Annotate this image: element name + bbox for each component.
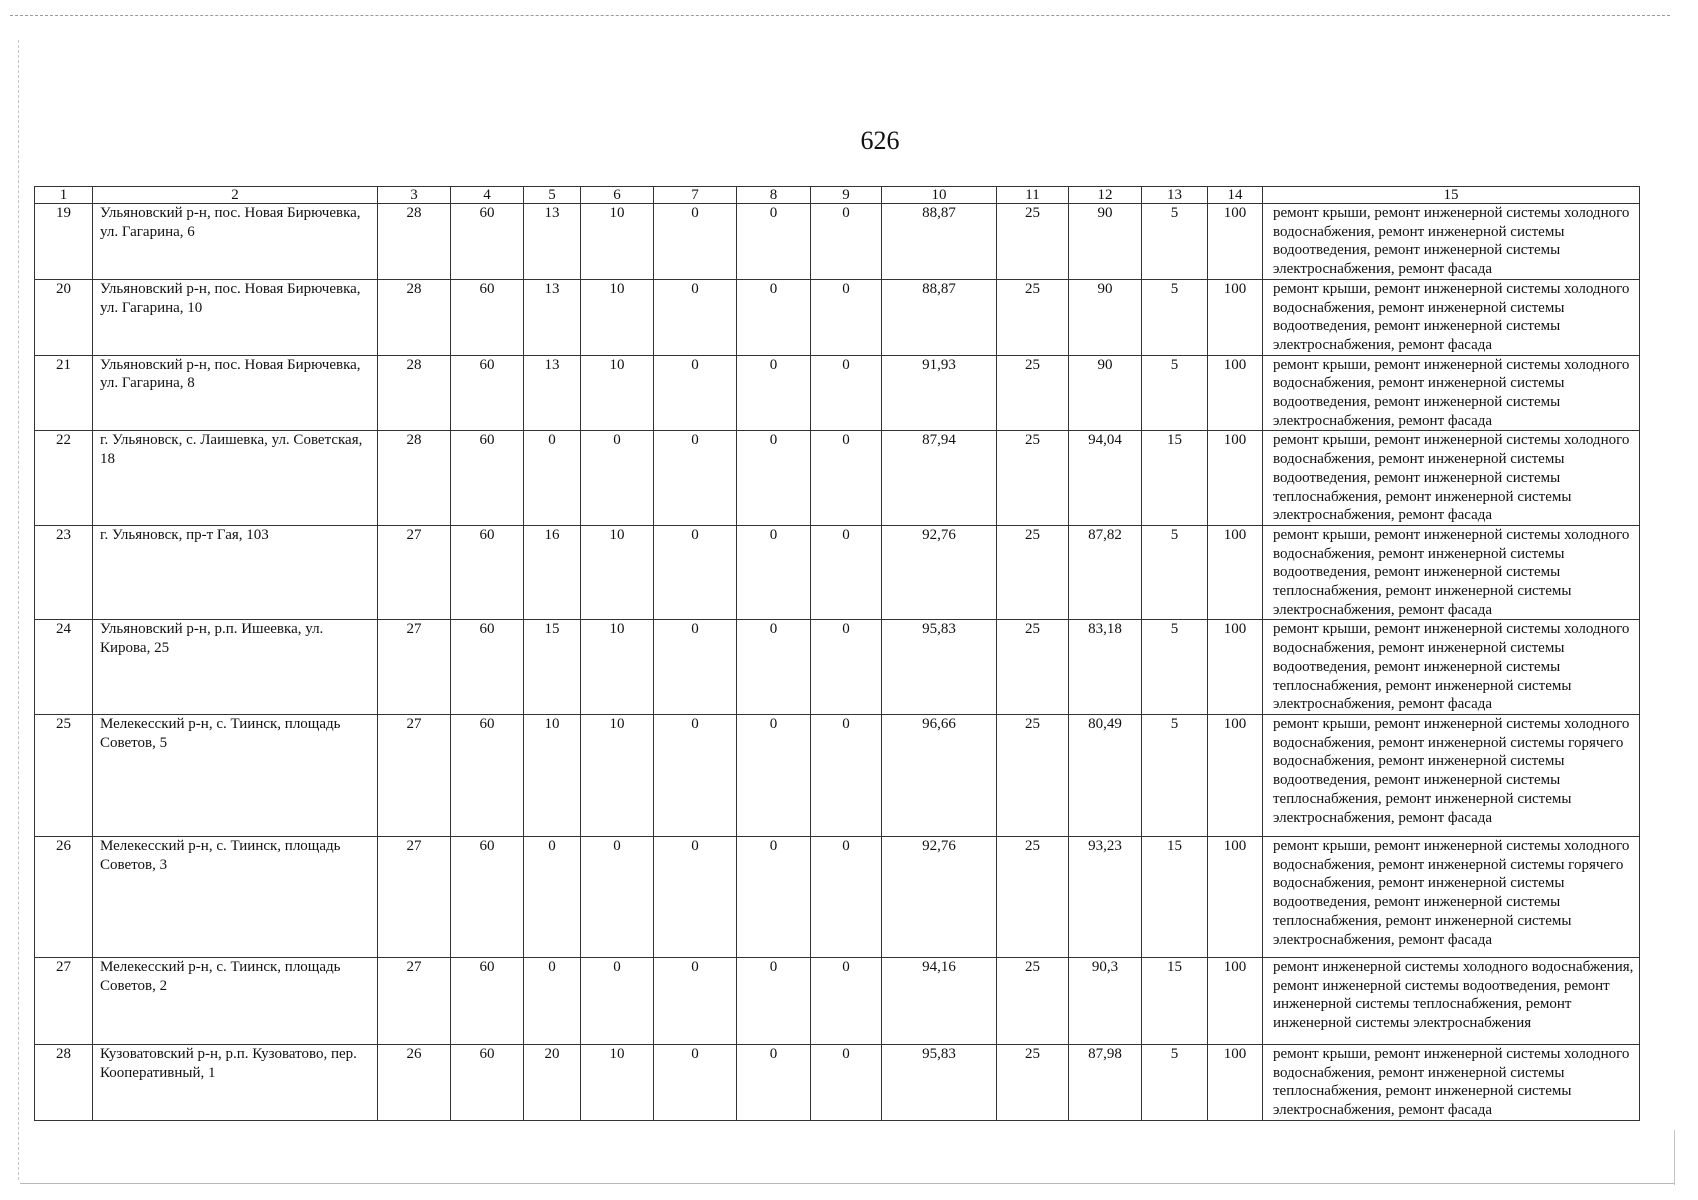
value-cell-col-13: 5 [1142,714,1208,836]
value-cell-col-12: 90,3 [1069,957,1142,1044]
value-cell-col-8: 0 [737,525,811,620]
value-cell-col-13: 15 [1142,957,1208,1044]
value-cell-col-5: 13 [524,204,581,280]
value-cell-col-11: 25 [997,620,1069,715]
value-cell-col-9: 0 [811,957,882,1044]
value-cell-col-7: 0 [654,836,737,957]
value-cell-col-10: 96,66 [882,714,997,836]
value-cell-col-6: 10 [581,355,654,431]
value-cell-col-8: 0 [737,279,811,355]
table-row [35,431,1640,526]
left-border-line [18,40,19,1180]
row-number-cell: 22 [35,431,93,526]
column-header-14: 14 [1208,187,1263,204]
works-list-cell: ремонт крыши, ремонт инженерной системы холодного водоснабжения, ремонт инженерной системы водоотведения, ремонт инженерной системы электроснабжения, ремонт фасада [1263,279,1640,355]
value-cell-col-8: 0 [737,957,811,1044]
value-cell-col-11: 25 [997,355,1069,431]
table-row [35,279,1640,355]
value-cell-col-13: 5 [1142,279,1208,355]
value-cell-col-13: 5 [1142,355,1208,431]
column-header-1: 1 [35,187,93,204]
works-list-cell: ремонт крыши, ремонт инженерной системы холодного водоснабжения, ремонт инженерной системы теплоснабжения, ремонт инженерной системы электроснабжения, ремонт фасада [1263,1044,1640,1120]
address-cell: Ульяновский р-н, р.п. Ишеевка, ул. Кирова, 25 [93,620,378,715]
value-cell-col-9: 0 [811,279,882,355]
column-header-5: 5 [524,187,581,204]
value-cell-col-6: 10 [581,279,654,355]
page-number: 626 [860,126,900,155]
value-cell-col-6: 10 [581,525,654,620]
value-cell-col-12: 87,98 [1069,1044,1142,1120]
row-number-cell: 20 [35,279,93,355]
works-list-cell: ремонт инженерной системы холодного водоснабжения, ремонт инженерной системы водоотведения, ремонт инженерной системы теплоснабжения, ремонт инженерной системы электроснабжения [1263,957,1640,1044]
column-header-4: 4 [451,187,524,204]
value-cell-col-3: 28 [378,279,451,355]
value-cell-col-11: 25 [997,714,1069,836]
value-cell-col-4: 60 [451,431,524,526]
value-cell-col-14: 100 [1208,957,1263,1044]
value-cell-col-3: 27 [378,957,451,1044]
column-header-9: 9 [811,187,882,204]
table-row [35,204,1640,280]
value-cell-col-10: 95,83 [882,1044,997,1120]
value-cell-col-14: 100 [1208,279,1263,355]
bottom-border-line [20,1183,1674,1184]
address-cell: Мелекесский р-н, с. Тиинск, площадь Советов, 3 [93,836,378,957]
address-cell: г. Ульяновск, с. Лаишевка, ул. Советская, 18 [93,431,378,526]
value-cell-col-12: 90 [1069,204,1142,280]
value-cell-col-12: 80,49 [1069,714,1142,836]
value-cell-col-14: 100 [1208,204,1263,280]
row-number-cell: 28 [35,1044,93,1120]
value-cell-col-6: 10 [581,1044,654,1120]
value-cell-col-4: 60 [451,204,524,280]
address-cell: Кузоватовский р-н, р.п. Кузоватово, пер. Кооперативный, 1 [93,1044,378,1120]
value-cell-col-7: 0 [654,279,737,355]
works-list-cell: ремонт крыши, ремонт инженерной системы холодного водоснабжения, ремонт инженерной системы водоотведения, ремонт инженерной системы теплоснабжения, ремонт инженерной системы электроснабжения, ремонт фасада [1263,431,1640,526]
value-cell-col-13: 15 [1142,431,1208,526]
value-cell-col-3: 28 [378,204,451,280]
value-cell-col-7: 0 [654,355,737,431]
value-cell-col-7: 0 [654,620,737,715]
column-header-8: 8 [737,187,811,204]
value-cell-col-10: 87,94 [882,431,997,526]
value-cell-col-4: 60 [451,714,524,836]
value-cell-col-12: 83,18 [1069,620,1142,715]
value-cell-col-14: 100 [1208,1044,1263,1120]
value-cell-col-10: 88,87 [882,279,997,355]
value-cell-col-11: 25 [997,836,1069,957]
value-cell-col-4: 60 [451,620,524,715]
column-header-3: 3 [378,187,451,204]
value-cell-col-3: 27 [378,836,451,957]
value-cell-col-12: 87,82 [1069,525,1142,620]
value-cell-col-9: 0 [811,525,882,620]
value-cell-col-11: 25 [997,431,1069,526]
top-border-line [10,15,1670,16]
value-cell-col-6: 0 [581,836,654,957]
value-cell-col-11: 25 [997,957,1069,1044]
works-table [34,186,1640,1121]
works-list-cell: ремонт крыши, ремонт инженерной системы холодного водоснабжения, ремонт инженерной системы водоотведения, ремонт инженерной системы теплоснабжения, ремонт инженерной системы электроснабжения, ремонт фасада [1263,620,1640,715]
row-number-cell: 26 [35,836,93,957]
row-number-cell: 23 [35,525,93,620]
value-cell-col-12: 94,04 [1069,431,1142,526]
value-cell-col-12: 93,23 [1069,836,1142,957]
column-header-2: 2 [93,187,378,204]
works-list-cell: ремонт крыши, ремонт инженерной системы холодного водоснабжения, ремонт инженерной системы водоотведения, ремонт инженерной системы теплоснабжения, ремонт инженерной системы электроснабжения, ремонт фасада [1263,525,1640,620]
value-cell-col-4: 60 [451,355,524,431]
table-row [35,525,1640,620]
address-cell: г. Ульяновск, пр-т Гая, 103 [93,525,378,620]
column-header-11: 11 [997,187,1069,204]
value-cell-col-5: 0 [524,431,581,526]
value-cell-col-4: 60 [451,1044,524,1120]
value-cell-col-9: 0 [811,836,882,957]
value-cell-col-3: 26 [378,1044,451,1120]
value-cell-col-4: 60 [451,957,524,1044]
value-cell-col-3: 27 [378,525,451,620]
value-cell-col-8: 0 [737,714,811,836]
value-cell-col-5: 13 [524,279,581,355]
table-row [35,714,1640,836]
value-cell-col-3: 27 [378,620,451,715]
column-header-13: 13 [1142,187,1208,204]
value-cell-col-10: 88,87 [882,204,997,280]
table-body [35,187,1640,1121]
table-header-row [35,187,1640,204]
value-cell-col-6: 10 [581,620,654,715]
value-cell-col-7: 0 [654,1044,737,1120]
value-cell-col-3: 27 [378,714,451,836]
works-list-cell: ремонт крыши, ремонт инженерной системы холодного водоснабжения, ремонт инженерной системы водоотведения, ремонт инженерной системы электроснабжения, ремонт фасада [1263,204,1640,280]
value-cell-col-10: 94,16 [882,957,997,1044]
value-cell-col-14: 100 [1208,620,1263,715]
row-number-cell: 25 [35,714,93,836]
address-cell: Ульяновский р-н, пос. Новая Бирючевка, ул. Гагарина, 10 [93,279,378,355]
works-list-cell: ремонт крыши, ремонт инженерной системы холодного водоснабжения, ремонт инженерной системы горячего водоснабжения, ремонт инженерной системы водоотведения, ремонт инженерной системы теплоснабжения, ремонт инженерной системы электроснабжения, ремонт фасада [1263,836,1640,957]
value-cell-col-9: 0 [811,620,882,715]
value-cell-col-13: 5 [1142,1044,1208,1120]
column-header-7: 7 [654,187,737,204]
column-header-12: 12 [1069,187,1142,204]
value-cell-col-7: 0 [654,431,737,526]
value-cell-col-10: 91,93 [882,355,997,431]
value-cell-col-7: 0 [654,957,737,1044]
value-cell-col-14: 100 [1208,714,1263,836]
row-number-cell: 27 [35,957,93,1044]
value-cell-col-14: 100 [1208,836,1263,957]
table-row [35,355,1640,431]
value-cell-col-9: 0 [811,714,882,836]
address-cell: Мелекесский р-н, с. Тиинск, площадь Советов, 2 [93,957,378,1044]
column-header-6: 6 [581,187,654,204]
value-cell-col-9: 0 [811,204,882,280]
table-row [35,1044,1640,1120]
value-cell-col-8: 0 [737,620,811,715]
value-cell-col-12: 90 [1069,355,1142,431]
value-cell-col-7: 0 [654,204,737,280]
value-cell-col-14: 100 [1208,431,1263,526]
value-cell-col-7: 0 [654,714,737,836]
value-cell-col-6: 0 [581,431,654,526]
value-cell-col-8: 0 [737,355,811,431]
address-cell: Ульяновский р-н, пос. Новая Бирючевка, ул. Гагарина, 6 [93,204,378,280]
value-cell-col-5: 13 [524,355,581,431]
column-header-15: 15 [1263,187,1640,204]
address-cell: Ульяновский р-н, пос. Новая Бирючевка, ул. Гагарина, 8 [93,355,378,431]
value-cell-col-10: 92,76 [882,525,997,620]
value-cell-col-6: 10 [581,204,654,280]
value-cell-col-9: 0 [811,355,882,431]
value-cell-col-14: 100 [1208,355,1263,431]
value-cell-col-4: 60 [451,836,524,957]
value-cell-col-6: 10 [581,714,654,836]
value-cell-col-11: 25 [997,204,1069,280]
value-cell-col-4: 60 [451,279,524,355]
value-cell-col-14: 100 [1208,525,1263,620]
value-cell-col-12: 90 [1069,279,1142,355]
table-row [35,620,1640,715]
address-cell: Мелекесский р-н, с. Тиинск, площадь Советов, 5 [93,714,378,836]
value-cell-col-5: 16 [524,525,581,620]
value-cell-col-13: 5 [1142,204,1208,280]
value-cell-col-9: 0 [811,1044,882,1120]
value-cell-col-13: 15 [1142,836,1208,957]
value-cell-col-10: 92,76 [882,836,997,957]
table-row [35,957,1640,1044]
works-list-cell: ремонт крыши, ремонт инженерной системы холодного водоснабжения, ремонт инженерной системы водоотведения, ремонт инженерной системы электроснабжения, ремонт фасада [1263,355,1640,431]
value-cell-col-3: 28 [378,355,451,431]
table-row [35,836,1640,957]
value-cell-col-8: 0 [737,204,811,280]
value-cell-col-4: 60 [451,525,524,620]
value-cell-col-8: 0 [737,431,811,526]
value-cell-col-7: 0 [654,525,737,620]
value-cell-col-6: 0 [581,957,654,1044]
value-cell-col-11: 25 [997,279,1069,355]
column-header-10: 10 [882,187,997,204]
value-cell-col-3: 28 [378,431,451,526]
value-cell-col-11: 25 [997,1044,1069,1120]
value-cell-col-5: 15 [524,620,581,715]
value-cell-col-5: 20 [524,1044,581,1120]
value-cell-col-13: 5 [1142,620,1208,715]
row-number-cell: 21 [35,355,93,431]
works-list-cell: ремонт крыши, ремонт инженерной системы холодного водоснабжения, ремонт инженерной системы горячего водоснабжения, ремонт инженерной системы водоотведения, ремонт инженерной системы теплоснабжения, ремонт инженерной системы электроснабжения, ремонт фасада [1263,714,1640,836]
value-cell-col-10: 95,83 [882,620,997,715]
value-cell-col-5: 0 [524,957,581,1044]
value-cell-col-11: 25 [997,525,1069,620]
value-cell-col-5: 0 [524,836,581,957]
value-cell-col-5: 10 [524,714,581,836]
value-cell-col-8: 0 [737,1044,811,1120]
right-border-line [1674,1130,1675,1185]
value-cell-col-13: 5 [1142,525,1208,620]
value-cell-col-9: 0 [811,431,882,526]
value-cell-col-8: 0 [737,836,811,957]
row-number-cell: 24 [35,620,93,715]
row-number-cell: 19 [35,204,93,280]
